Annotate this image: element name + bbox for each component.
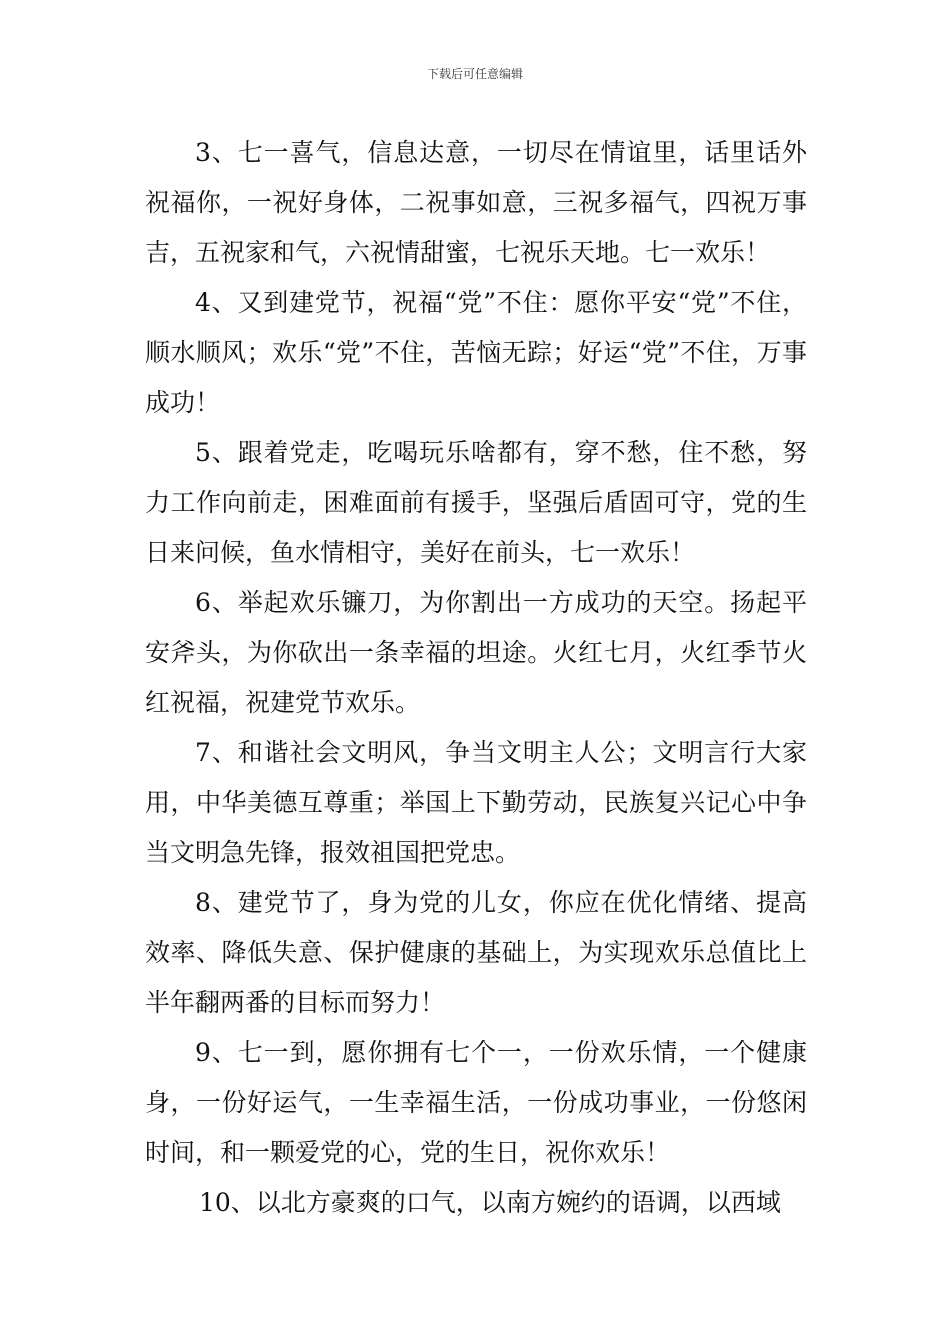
paragraph-5: 5、跟着党走，吃喝玩乐啥都有，穿不愁，住不愁，努力工作向前走，困难面前有援手，坚强后盾固可守，党的生日来问候，鱼水情相守，美好在前头，七一欢乐！: [145, 438, 807, 567]
page-header-note: 下载后可任意编辑: [426, 67, 523, 81]
paragraph-9: 9、七一到，愿你拥有七个一，一份欢乐情，一个健康身，一份好运气，一生幸福生活，一份成功事业，一份悠闲时间，和一颗爱党的心，党的生日，祝你欢乐！: [145, 1038, 807, 1167]
document-body: [145, 128, 807, 1228]
paragraph-4: 4、又到建党节，祝福“党”不住：愿你平安“党”不住，顺水顺风；欢乐“党”不住，苦恼无踪；好运“党”不住，万事成功！: [145, 288, 807, 417]
paragraph-7: 7、和谐社会文明风，争当文明主人公；文明言行大家用，中华美德互尊重；举国上下勤劳动，民族复兴记心中争当文明急先锋，报效祖国把党忠。: [145, 738, 807, 867]
paragraph-3: 3、七一喜气，信息达意，一切尽在情谊里，话里话外祝福你，一祝好身体，二祝事如意，三祝多福气，四祝万事吉，五祝家和气，六祝情甜蜜，七祝乐天地。七一欢乐！: [145, 138, 807, 267]
paragraph-8: 8、建党节了，身为党的儿女，你应在优化情绪、提高效率、降低失意、保护健康的基础上，为实现欢乐总值比上半年翻两番的目标而努力！: [145, 888, 807, 1017]
paragraph-10: 10、以北方豪爽的口气，以南方婉约的语调，以西域: [199, 1188, 781, 1217]
paragraph-6: 6、举起欢乐镰刀，为你割出一方成功的天空。扬起平安斧头，为你砍出一条幸福的坦途。火红七月，火红季节火红祝福，祝建党节欢乐。: [145, 588, 807, 717]
